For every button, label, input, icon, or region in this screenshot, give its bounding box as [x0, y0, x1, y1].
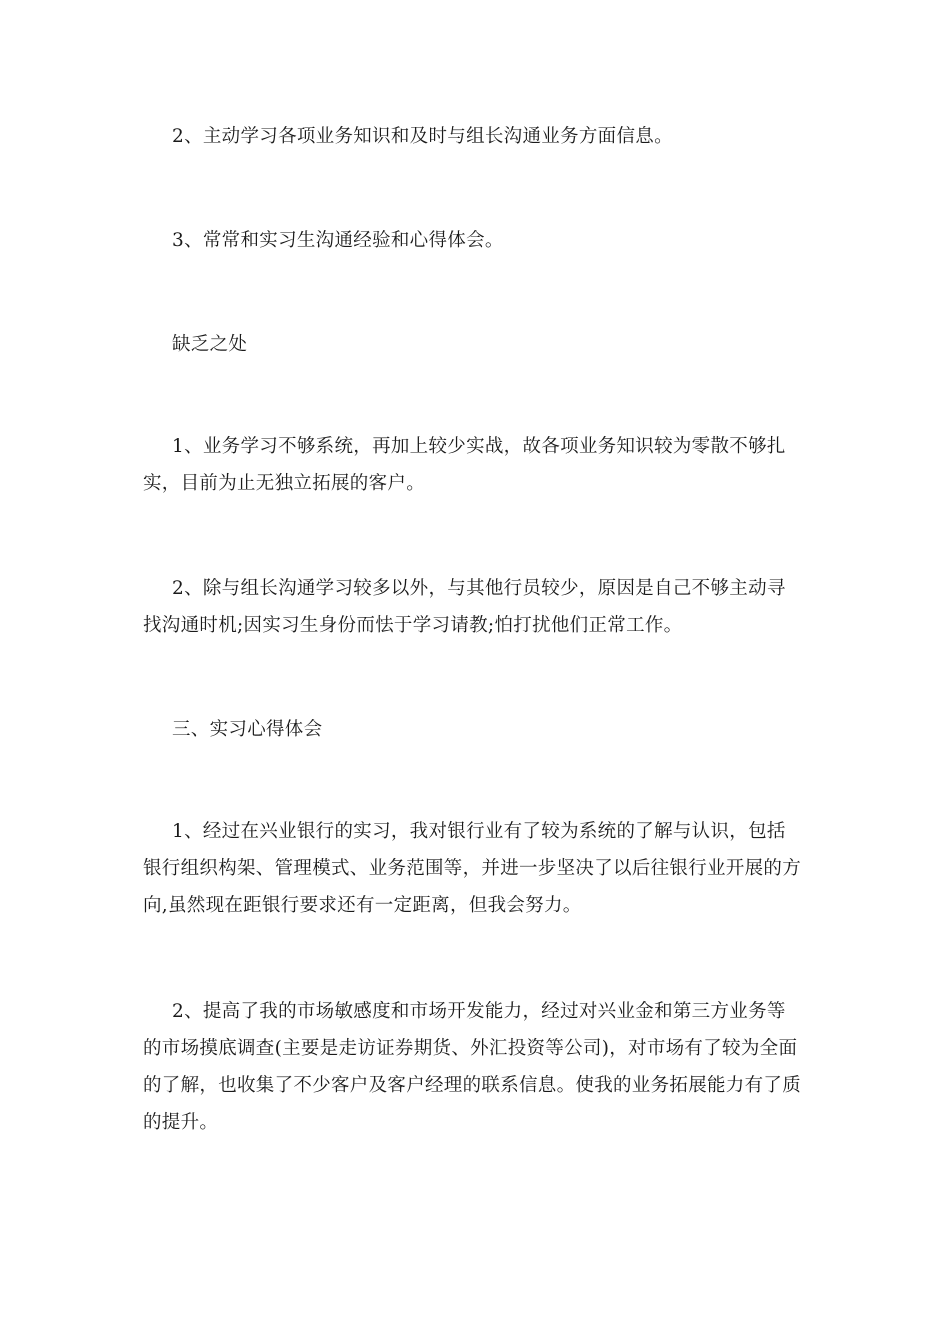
paragraph-shortcoming-1: 1、业务学习不够系统，再加上较少实战，故各项业务知识较为零散不够扎实，目前为止无独立拓展的客户。: [143, 436, 786, 494]
section-heading-shortcomings: 缺乏之处: [172, 334, 248, 355]
paragraph-experience-2: 2、提高了我的市场敏感度和市场开发能力，经过对兴业金和第三方业务等的市场摸底调查(主要是走访证券期货、外汇投资等公司)，对市场有了较为全面的了解，也收集了不少客户及客户经理的联系信息。使我的业务拓展能力有了质的提升。: [143, 1001, 802, 1133]
paragraph-shortcoming-2: 2、除与组长沟通学习较多以外，与其他行员较少，原因是自己不够主动寻找沟通时机;因实习生身份而怯于学习请教;怕打扰他们正常工作。: [143, 578, 786, 636]
section-heading-experience: 三、实习心得体会: [172, 719, 323, 740]
paragraph-learning-proactive: 2、主动学习各项业务知识和及时与组长沟通业务方面信息。: [172, 126, 673, 147]
paragraph-communicate-interns: 3、常常和实习生沟通经验和心得体会。: [172, 230, 504, 251]
paragraph-experience-1: 1、经过在兴业银行的实习，我对银行业有了较为系统的了解与认识，包括银行组织构架、管理模式、业务范围等，并进一步坚决了以后往银行业开展的方向,虽然现在距银行要求还有一定距离，但我会努力。: [143, 821, 802, 916]
